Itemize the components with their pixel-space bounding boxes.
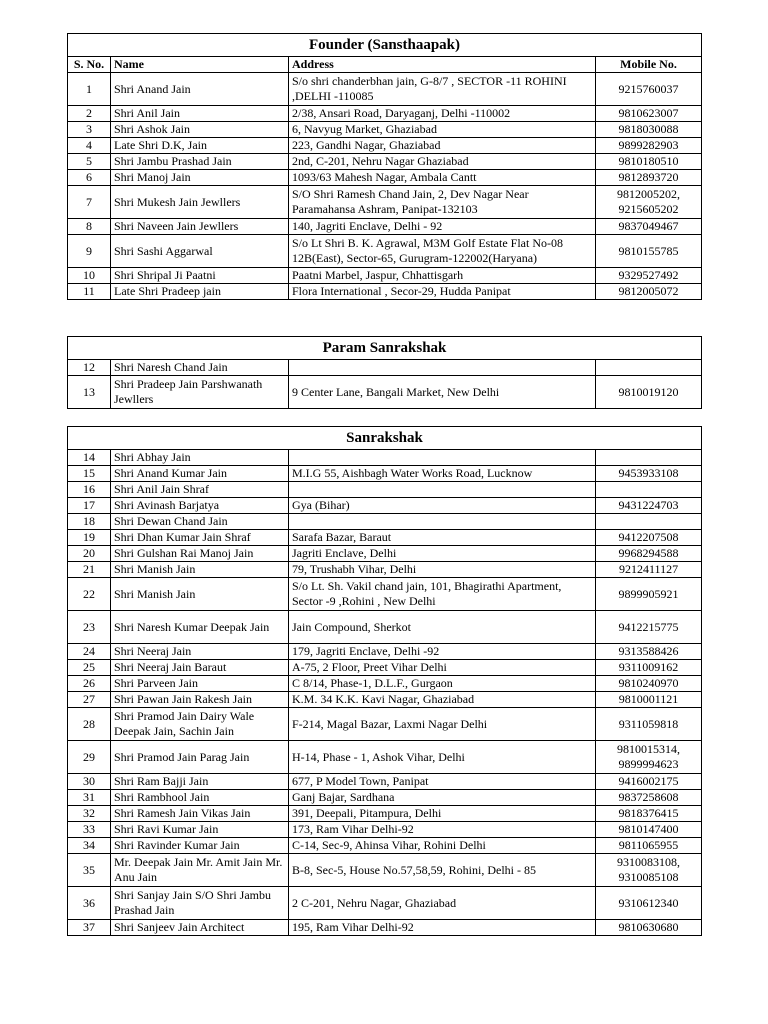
- cell-name: Late Shri D.K, Jain: [111, 138, 289, 154]
- table-row: [68, 122, 702, 138]
- cell-mobile: 9818030088: [596, 122, 702, 138]
- cell-mobile: 9810015314, 9899994623: [596, 741, 702, 774]
- cell-sno: 24: [68, 644, 111, 660]
- table-row: [68, 106, 702, 122]
- cell-address: C-14, Sec-9, Ahinsa Vihar, Rohini Delhi: [289, 838, 596, 854]
- cell-address: Paatni Marbel, Jaspur, Chhattisgarh: [289, 268, 596, 284]
- cell-sno: 31: [68, 790, 111, 806]
- cell-sno: 6: [68, 170, 111, 186]
- header-sno: S. No.: [68, 57, 111, 73]
- cell-address: M.I.G 55, Aishbagh Water Works Road, Lucknow: [289, 466, 596, 482]
- cell-mobile: [596, 514, 702, 530]
- cell-name: Shri Rambhool Jain: [111, 790, 289, 806]
- cell-sno: 26: [68, 676, 111, 692]
- cell-address: 179, Jagriti Enclave, Delhi -92: [289, 644, 596, 660]
- cell-sno: 35: [68, 854, 111, 887]
- cell-sno: 7: [68, 186, 111, 219]
- cell-mobile: 9416002175: [596, 774, 702, 790]
- cell-name: Shri Jambu Prashad Jain: [111, 154, 289, 170]
- cell-sno: 17: [68, 498, 111, 514]
- cell-mobile: 9837049467: [596, 219, 702, 235]
- cell-mobile: 9810180510: [596, 154, 702, 170]
- cell-mobile: 9818376415: [596, 806, 702, 822]
- table-row: [68, 838, 702, 854]
- cell-sno: 3: [68, 122, 111, 138]
- table-row: [68, 806, 702, 822]
- cell-address: B-8, Sec-5, House No.57,58,59, Rohini, Delhi - 85: [289, 854, 596, 887]
- cell-name: Shri Sashi Aggarwal: [111, 235, 289, 268]
- cell-mobile: 9810147400: [596, 822, 702, 838]
- cell-address: C 8/14, Phase-1, D.L.F., Gurgaon: [289, 676, 596, 692]
- table-row: [68, 73, 702, 106]
- cell-mobile: 9311009162: [596, 660, 702, 676]
- cell-sno: 36: [68, 887, 111, 920]
- cell-name: Shri Pradeep Jain Parshwanath Jewllers: [111, 376, 289, 409]
- table-row: [68, 138, 702, 154]
- cell-mobile: 9810019120: [596, 376, 702, 409]
- cell-mobile: 9899282903: [596, 138, 702, 154]
- cell-name: Shri Dewan Chand Jain: [111, 514, 289, 530]
- cell-sno: 30: [68, 774, 111, 790]
- cell-address: [289, 450, 596, 466]
- table-row: [68, 854, 702, 887]
- table-row: [68, 186, 702, 219]
- cell-sno: 33: [68, 822, 111, 838]
- cell-mobile: 9810630680: [596, 920, 702, 936]
- table-row: [68, 154, 702, 170]
- cell-address: S/o shri chanderbhan jain, G-8/7 , SECTOR -11 ROHINI ,DELHI -110085: [289, 73, 596, 106]
- cell-sno: 13: [68, 376, 111, 409]
- table-row: [68, 920, 702, 936]
- cell-name: Shri Naresh Kumar Deepak Jain: [111, 611, 289, 644]
- cell-address: 195, Ram Vihar Delhi-92: [289, 920, 596, 936]
- cell-name: Shri Pawan Jain Rakesh Jain: [111, 692, 289, 708]
- table-row: [68, 450, 702, 466]
- cell-sno: 37: [68, 920, 111, 936]
- cell-name: Shri Sanjay Jain S/O Shri Jambu Prashad Jain: [111, 887, 289, 920]
- cell-address: Jagriti Enclave, Delhi: [289, 546, 596, 562]
- table-row: [68, 466, 702, 482]
- param-sanrakshak-table: [67, 336, 702, 409]
- table-row: [68, 578, 702, 611]
- cell-name: Shri Avinash Barjatya: [111, 498, 289, 514]
- cell-sno: 1: [68, 73, 111, 106]
- table-row: [68, 284, 702, 300]
- cell-sno: 20: [68, 546, 111, 562]
- cell-mobile: 9899905921: [596, 578, 702, 611]
- cell-mobile: 9215760037: [596, 73, 702, 106]
- cell-address: K.M. 34 K.K. Kavi Nagar, Ghaziabad: [289, 692, 596, 708]
- cell-address: Jain Compound, Sherkot: [289, 611, 596, 644]
- cell-address: A-75, 2 Floor, Preet Vihar Delhi: [289, 660, 596, 676]
- cell-mobile: 9313588426: [596, 644, 702, 660]
- cell-name: Shri Shripal Ji Paatni: [111, 268, 289, 284]
- cell-sno: 22: [68, 578, 111, 611]
- cell-sno: 2: [68, 106, 111, 122]
- table-row: [68, 692, 702, 708]
- table-row: [68, 741, 702, 774]
- cell-sno: 29: [68, 741, 111, 774]
- table-row: [68, 611, 702, 644]
- table-row: [68, 514, 702, 530]
- cell-address: Flora International , Secor-29, Hudda Panipat: [289, 284, 596, 300]
- cell-name: Shri Ravinder Kumar Jain: [111, 838, 289, 854]
- param-sanrakshak-rows: [68, 360, 702, 409]
- cell-sno: 12: [68, 360, 111, 376]
- table-row: [68, 268, 702, 284]
- cell-mobile: 9811065955: [596, 838, 702, 854]
- cell-sno: 32: [68, 806, 111, 822]
- table-row: [68, 376, 702, 409]
- sanrakshak-table: [67, 426, 702, 936]
- cell-address: H-14, Phase - 1, Ashok Vihar, Delhi: [289, 741, 596, 774]
- table-row: [68, 235, 702, 268]
- cell-sno: 8: [68, 219, 111, 235]
- cell-address: 79, Trushabh Vihar, Delhi: [289, 562, 596, 578]
- cell-mobile: 9810623007: [596, 106, 702, 122]
- cell-name: Shri Anand Jain: [111, 73, 289, 106]
- cell-sno: 14: [68, 450, 111, 466]
- cell-sno: 34: [68, 838, 111, 854]
- cell-name: Shri Dhan Kumar Jain Shraf: [111, 530, 289, 546]
- cell-name: Shri Ravi Kumar Jain: [111, 822, 289, 838]
- section-title-sanrakshak: Sanrakshak: [68, 427, 702, 450]
- cell-sno: 11: [68, 284, 111, 300]
- sanrakshak-rows: [68, 450, 702, 936]
- table-row: [68, 170, 702, 186]
- cell-mobile: 9311059818: [596, 708, 702, 741]
- cell-mobile: 9310083108, 9310085108: [596, 854, 702, 887]
- cell-sno: 15: [68, 466, 111, 482]
- cell-address: 677, P Model Town, Panipat: [289, 774, 596, 790]
- header-name: Name: [111, 57, 289, 73]
- cell-mobile: 9412215775: [596, 611, 702, 644]
- table-row: [68, 676, 702, 692]
- cell-address: 1093/63 Mahesh Nagar, Ambala Cantt: [289, 170, 596, 186]
- cell-name: Shri Mukesh Jain Jewllers: [111, 186, 289, 219]
- cell-name: Shri Manish Jain: [111, 578, 289, 611]
- cell-mobile: 9329527492: [596, 268, 702, 284]
- cell-mobile: 9412207508: [596, 530, 702, 546]
- cell-name: Shri Sanjeev Jain Architect: [111, 920, 289, 936]
- cell-sno: 27: [68, 692, 111, 708]
- founder-rows: [68, 73, 702, 300]
- cell-mobile: 9810001121: [596, 692, 702, 708]
- section-title-founder: Founder (Sansthaapak): [68, 34, 702, 57]
- table-row: [68, 530, 702, 546]
- cell-mobile: 9812893720: [596, 170, 702, 186]
- cell-mobile: 9810240970: [596, 676, 702, 692]
- cell-address: [289, 482, 596, 498]
- cell-name: Shri Ramesh Jain Vikas Jain: [111, 806, 289, 822]
- cell-name: Shri Neeraj Jain: [111, 644, 289, 660]
- cell-address: 391, Deepali, Pitampura, Delhi: [289, 806, 596, 822]
- cell-address: 9 Center Lane, Bangali Market, New Delhi: [289, 376, 596, 409]
- cell-address: Gya (Bihar): [289, 498, 596, 514]
- table-row: [68, 774, 702, 790]
- cell-address: S/o Lt. Sh. Vakil chand jain, 101, Bhagirathi Apartment, Sector -9 ,Rohini , New Delhi: [289, 578, 596, 611]
- cell-sno: 18: [68, 514, 111, 530]
- cell-mobile: 9310612340: [596, 887, 702, 920]
- cell-address: [289, 514, 596, 530]
- cell-name: Shri Anil Jain Shraf: [111, 482, 289, 498]
- cell-sno: 25: [68, 660, 111, 676]
- table-row: [68, 498, 702, 514]
- cell-sno: 28: [68, 708, 111, 741]
- cell-sno: 16: [68, 482, 111, 498]
- header-mobile: Mobile No.: [596, 57, 702, 73]
- cell-sno: 4: [68, 138, 111, 154]
- cell-name: Shri Neeraj Jain Baraut: [111, 660, 289, 676]
- cell-address: 2nd, C-201, Nehru Nagar Ghaziabad: [289, 154, 596, 170]
- cell-name: Shri Parveen Jain: [111, 676, 289, 692]
- cell-sno: 21: [68, 562, 111, 578]
- table-row: [68, 546, 702, 562]
- table-row: [68, 660, 702, 676]
- cell-address: 223, Gandhi Nagar, Ghaziabad: [289, 138, 596, 154]
- table-row: [68, 644, 702, 660]
- table-row: [68, 482, 702, 498]
- cell-name: Shri Ashok Jain: [111, 122, 289, 138]
- cell-mobile: [596, 482, 702, 498]
- cell-sno: 19: [68, 530, 111, 546]
- cell-mobile: 9431224703: [596, 498, 702, 514]
- cell-mobile: 9812005072: [596, 284, 702, 300]
- cell-address: S/O Shri Ramesh Chand Jain, 2, Dev Nagar Near Paramahansa Ashram, Panipat-132103: [289, 186, 596, 219]
- table-row: [68, 562, 702, 578]
- cell-name: Shri Naveen Jain Jewllers: [111, 219, 289, 235]
- cell-address: 2 C-201, Nehru Nagar, Ghaziabad: [289, 887, 596, 920]
- cell-address: [289, 360, 596, 376]
- cell-sno: 23: [68, 611, 111, 644]
- table-row: [68, 360, 702, 376]
- cell-mobile: 9453933108: [596, 466, 702, 482]
- cell-mobile: 9812005202, 9215605202: [596, 186, 702, 219]
- cell-mobile: 9968294588: [596, 546, 702, 562]
- header-address: Address: [289, 57, 596, 73]
- cell-name: Late Shri Pradeep jain: [111, 284, 289, 300]
- cell-sno: 5: [68, 154, 111, 170]
- cell-name: Shri Manish Jain: [111, 562, 289, 578]
- cell-mobile: [596, 450, 702, 466]
- cell-address: 2/38, Ansari Road, Daryaganj, Delhi -110002: [289, 106, 596, 122]
- table-row: [68, 887, 702, 920]
- cell-name: Shri Ram Bajji Jain: [111, 774, 289, 790]
- cell-address: S/o Lt Shri B. K. Agrawal, M3M Golf Estate Flat No-08 12B(East), Sector-65, Gurugram-122002(Haryana): [289, 235, 596, 268]
- cell-name: Shri Gulshan Rai Manoj Jain: [111, 546, 289, 562]
- cell-address: 6, Navyug Market, Ghaziabad: [289, 122, 596, 138]
- cell-name: Shri Manoj Jain: [111, 170, 289, 186]
- table-row: [68, 822, 702, 838]
- cell-sno: 9: [68, 235, 111, 268]
- cell-name: Mr. Deepak Jain Mr. Amit Jain Mr. Anu Jain: [111, 854, 289, 887]
- cell-name: Shri Pramod Jain Dairy Wale Deepak Jain, Sachin Jain: [111, 708, 289, 741]
- cell-sno: 10: [68, 268, 111, 284]
- cell-name: Shri Pramod Jain Parag Jain: [111, 741, 289, 774]
- cell-mobile: 9837258608: [596, 790, 702, 806]
- table-row: [68, 790, 702, 806]
- cell-address: Sarafa Bazar, Baraut: [289, 530, 596, 546]
- founder-table: [67, 33, 702, 300]
- cell-name: Shri Abhay Jain: [111, 450, 289, 466]
- table-row: [68, 219, 702, 235]
- section-title-param-sanrakshak: Param Sanrakshak: [68, 337, 702, 360]
- cell-address: 173, Ram Vihar Delhi-92: [289, 822, 596, 838]
- cell-name: Shri Anand Kumar Jain: [111, 466, 289, 482]
- header-row: [68, 57, 702, 73]
- cell-mobile: [596, 360, 702, 376]
- table-row: [68, 708, 702, 741]
- cell-address: F-214, Magal Bazar, Laxmi Nagar Delhi: [289, 708, 596, 741]
- cell-address: 140, Jagriti Enclave, Delhi - 92: [289, 219, 596, 235]
- cell-mobile: 9810155785: [596, 235, 702, 268]
- cell-name: Shri Anil Jain: [111, 106, 289, 122]
- cell-mobile: 9212411127: [596, 562, 702, 578]
- cell-name: Shri Naresh Chand Jain: [111, 360, 289, 376]
- cell-address: Ganj Bajar, Sardhana: [289, 790, 596, 806]
